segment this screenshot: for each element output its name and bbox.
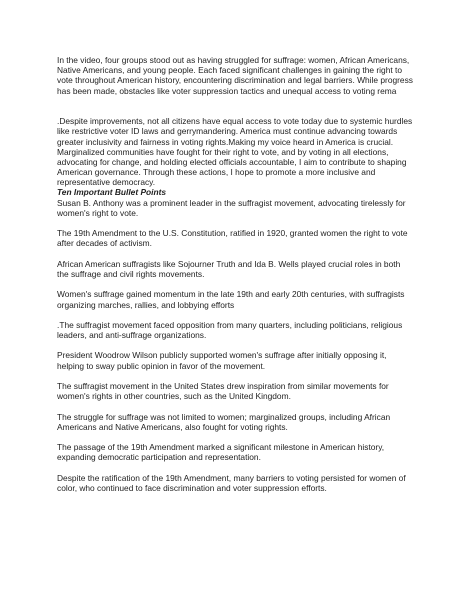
text-line: American governance. Through these actions, I hope to promote a more inclusive and <box>57 167 376 178</box>
bullet-point-9 <box>57 442 429 462</box>
text-line: Native Americans, and young people. Each faced significant challenges in gaining the right to <box>57 65 402 76</box>
paragraph-spacer <box>57 401 429 411</box>
text-line: The suffragist movement in the United States drew inspiration from similar movements for <box>57 381 389 391</box>
text-line: leaders, and anti-suffrage organizations. <box>57 330 207 341</box>
text-line: helping to sway public opinion in favor of the movement. <box>57 360 266 371</box>
bullet-point-4 <box>57 289 429 309</box>
reflection-paragraph <box>57 116 429 187</box>
text-line: women's rights in other countries, such as the United Kingdom. <box>57 391 291 402</box>
bullet-point-2 <box>57 228 429 248</box>
text-line: advocating for change, and holding elected officials accountable, I aim to contribute to shaping <box>57 156 407 167</box>
paragraph-spacer <box>57 106 429 116</box>
bullet-point-1 <box>57 198 429 218</box>
text-line: Marginalized communities have fought for their right to vote, and by voting in all elections, <box>57 146 389 157</box>
paragraph-spacer <box>57 432 429 442</box>
bullet-point-6 <box>57 350 429 370</box>
text-line: Susan B. Anthony was a prominent leader in the suffragist movement, advocating tirelessly for <box>57 197 406 208</box>
text-line: Despite the ratification of the 19th Amendment, many barriers to voting persisted for women of <box>57 472 406 483</box>
document-page <box>57 55 429 493</box>
paragraph-spacer <box>57 340 429 350</box>
paragraph-spacer <box>57 249 429 259</box>
bullet-point-10 <box>57 473 429 493</box>
paragraph-spacer <box>57 310 429 320</box>
text-line: The 19th Amendment to the U.S. Constitution, ratified in 1920, granted women the right to vote <box>57 228 408 239</box>
paragraph-spacer <box>57 371 429 381</box>
paragraph-spacer <box>57 218 429 228</box>
bullet-point-5 <box>57 320 429 340</box>
intro-paragraph <box>57 55 429 96</box>
text-line: Women's suffrage gained momentum in the late 19th and early 20th centuries, with suffragists <box>57 289 405 300</box>
text-line: .Despite improvements, not all citizens have equal access to vote today due to systemic hurdles <box>57 116 413 127</box>
text-line: African American suffragists like Sojourner Truth and Ida B. Wells played crucial roles in both <box>57 258 401 269</box>
text-line: like restrictive voter ID laws and gerrymandering. America must continue advancing towards <box>57 126 398 137</box>
text-line: The struggle for suffrage was not limited to women; marginalized groups, including African <box>57 411 391 422</box>
text-line: vote throughout American history, encountering discrimination and legal barriers. While progress <box>57 75 413 86</box>
text-line: Americans and Native Americans, also fought for voting rights. <box>57 421 288 432</box>
bullet-point-8 <box>57 412 429 432</box>
text-line: color, who continued to face discrimination and voter suppression efforts. <box>57 482 327 493</box>
paragraph-spacer <box>57 279 429 289</box>
text-line: representative democracy. <box>57 177 156 188</box>
text-line: after decades of activism. <box>57 238 152 249</box>
text-line: The passage of the 19th Amendment marked a significant milestone in American history, <box>57 442 385 453</box>
bullet-point-3 <box>57 259 429 279</box>
paragraph-spacer <box>57 463 429 473</box>
text-line: greater inclusivity and fairness in voting rights.Making my voice heard in America is crucial. <box>57 136 394 147</box>
text-line: has been made, obstacles like voter suppression tactics and unequal access to voting rema <box>57 85 397 96</box>
text-line: organizing marches, rallies, and lobbying efforts <box>57 299 235 310</box>
text-line: expanding democratic participation and representation. <box>57 452 261 463</box>
paragraph-spacer <box>57 96 429 106</box>
text-line: women's right to vote. <box>57 207 139 218</box>
section-heading: Ten Important Bullet Points <box>57 187 167 198</box>
bullet-point-7 <box>57 381 429 401</box>
text-line: President Woodrow Wilson publicly supported women's suffrage after initially opposing it, <box>57 350 387 361</box>
text-line: In the video, four groups stood out as having struggled for suffrage: women, African Americans, <box>57 55 410 65</box>
text-line: .The suffragist movement faced opposition from many quarters, including politicians, religious <box>57 319 403 330</box>
text-line: the suffrage and civil rights movements. <box>57 268 205 279</box>
